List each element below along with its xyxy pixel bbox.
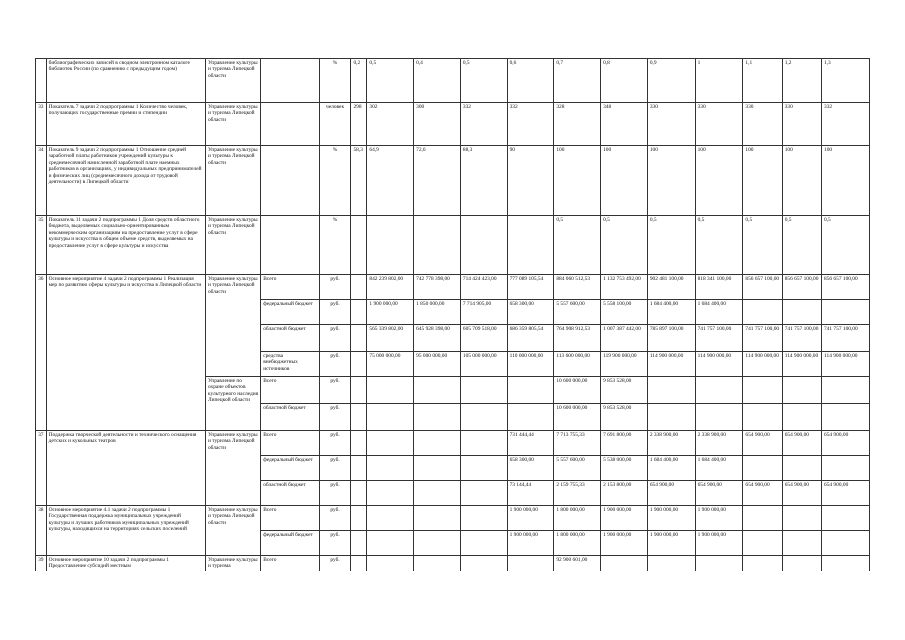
value-cell: 654 900,00 xyxy=(782,481,821,506)
value-cell xyxy=(367,431,414,456)
value-cell xyxy=(414,456,461,481)
value-cell xyxy=(695,377,743,404)
value-cell xyxy=(351,377,367,404)
row-unit: руб. xyxy=(319,556,351,572)
row-unit: руб. xyxy=(319,506,351,531)
value-cell: 605 709 518,00 xyxy=(460,325,507,352)
value-cell xyxy=(743,506,782,531)
value-cell xyxy=(507,216,554,275)
row-unit: руб. xyxy=(319,300,351,325)
value-cell: 1 684 400,00 xyxy=(647,300,695,325)
value-cell xyxy=(460,431,507,456)
value-cell: 0,8 xyxy=(601,59,648,103)
row-source: областной бюджет xyxy=(261,481,319,506)
value-cell xyxy=(743,404,782,431)
value-cell xyxy=(367,531,414,556)
row-unit: руб. xyxy=(319,325,351,352)
value-cell: 88,3 xyxy=(460,146,507,216)
value-cell xyxy=(414,431,461,456)
row-unit: руб. xyxy=(319,456,351,481)
value-cell: 884 060 512,53 xyxy=(554,275,601,300)
value-cell: 777 089 105,54 xyxy=(507,275,554,300)
value-cell: 0,9 xyxy=(647,59,695,103)
row-source: областной бюджет xyxy=(261,404,319,431)
value-cell xyxy=(782,556,821,572)
value-cell: 1 900 000,00 xyxy=(601,531,648,556)
row-number: 38 xyxy=(36,506,47,556)
value-cell xyxy=(782,404,821,431)
value-cell: 2 338 900,00 xyxy=(695,431,743,456)
value-cell: 7 713 755,33 xyxy=(554,431,601,456)
value-cell xyxy=(351,431,367,456)
value-cell: 9 853 528,00 xyxy=(601,377,648,404)
value-cell: 741 757 100,00 xyxy=(822,325,870,352)
value-cell: 658 300,00 xyxy=(507,456,554,481)
value-cell: 113 600 000,00 xyxy=(554,352,601,377)
row-number: 34 xyxy=(36,146,47,216)
value-cell: 645 928 398,00 xyxy=(414,325,461,352)
value-cell: 1 800 000,00 xyxy=(554,506,601,531)
value-cell xyxy=(414,531,461,556)
row-name: Основное мероприятие 4 задачи 2 подпрограммы 1 Реализация мер по развитию сферы культуры и искусства в Липецкой области xyxy=(46,275,205,431)
row-source xyxy=(261,216,319,275)
value-cell: 114 900 000,00 xyxy=(695,352,743,377)
value-cell: 1 900 000,00 xyxy=(507,531,554,556)
value-cell: 1 800 000,00 xyxy=(554,531,601,556)
value-cell: 1 xyxy=(695,59,743,103)
value-cell xyxy=(367,506,414,531)
value-cell: 731 444,44 xyxy=(507,431,554,456)
value-cell: 100 xyxy=(743,146,782,216)
row-executor: Управление культуры и туризма Липецкой области xyxy=(205,59,260,103)
value-cell: 1,3 xyxy=(822,59,870,103)
row-name: библиографических записей в сводном электронном каталоге библиотек России (по сравнению с предыдущим годом) xyxy=(46,59,205,103)
row-unit: руб. xyxy=(319,481,351,506)
value-cell: 0,4 xyxy=(414,59,461,103)
value-cell: 654 900,00 xyxy=(782,431,821,456)
row-unit: человек xyxy=(319,103,351,146)
value-cell xyxy=(822,377,870,404)
value-cell: 75 000 000,00 xyxy=(367,352,414,377)
row-source: Всего xyxy=(261,377,319,404)
value-cell: 95 000 000,00 xyxy=(414,352,461,377)
value-cell: 5 538 000,00 xyxy=(601,456,648,481)
value-cell: 300 xyxy=(414,103,461,146)
row-unit: % xyxy=(319,146,351,216)
value-cell: 856 657 100,00 xyxy=(822,275,870,300)
row-source: федеральный бюджет xyxy=(261,300,319,325)
value-cell xyxy=(507,404,554,431)
value-cell xyxy=(414,556,461,572)
value-cell xyxy=(414,216,461,275)
value-cell xyxy=(822,300,870,325)
value-cell: 100 xyxy=(601,146,648,216)
value-cell: 0,5 xyxy=(460,59,507,103)
row-executor: Управление культуры и туризма Липецкой области xyxy=(205,506,260,556)
value-cell: 2 338 900,00 xyxy=(647,431,695,456)
value-cell: 1,2 xyxy=(782,59,821,103)
value-cell: 0,5 xyxy=(695,216,743,275)
value-cell: 785 897 100,00 xyxy=(647,325,695,352)
value-cell: 0,5 xyxy=(647,216,695,275)
value-cell: 741 757 100,00 xyxy=(782,325,821,352)
row-source: Всего xyxy=(261,431,319,456)
value-cell xyxy=(822,531,870,556)
value-cell: 1 900 000,00 xyxy=(507,506,554,531)
value-cell: 2 153 800,00 xyxy=(601,481,648,506)
value-cell xyxy=(601,556,648,572)
value-cell xyxy=(822,506,870,531)
value-cell: 1 007 387 442,00 xyxy=(601,325,648,352)
row-unit: руб. xyxy=(319,404,351,431)
row-name: Показатель 7 задачи 2 подпрограммы 1 Количество человек, получающих государственные премии и стипендии xyxy=(46,103,205,146)
row-source: средства внебюджетных источников xyxy=(261,352,319,377)
value-cell xyxy=(822,556,870,572)
row-name: Основное мероприятие 10 задачи 2 подпрограммы 1 Предоставление субсидий местным xyxy=(46,556,205,572)
value-cell xyxy=(460,556,507,572)
value-cell xyxy=(507,556,554,572)
value-cell xyxy=(782,456,821,481)
value-cell: 332 xyxy=(822,103,870,146)
row-name: Поддержка творческой деятельности и технического оснащения детских и кукольных театров xyxy=(46,431,205,506)
value-cell: 654 900,00 xyxy=(822,481,870,506)
value-cell: 1 850 000,00 xyxy=(414,300,461,325)
row-source xyxy=(261,146,319,216)
value-cell xyxy=(414,377,461,404)
value-cell: 5 557 600,00 xyxy=(554,456,601,481)
value-cell xyxy=(351,556,367,572)
row-source: областной бюджет xyxy=(261,325,319,352)
row-number: 36 xyxy=(36,275,47,431)
value-cell: 119 900 000,00 xyxy=(601,352,648,377)
value-cell: 0,5 xyxy=(601,216,648,275)
value-cell xyxy=(367,404,414,431)
row-unit: руб. xyxy=(319,275,351,300)
value-cell: 114 900 000,00 xyxy=(822,352,870,377)
program-indicators-table xyxy=(35,58,870,571)
value-cell xyxy=(367,216,414,275)
row-name: Основное мероприятие 4.1 задачи 2 подпрограммы 1 Государственная поддержка муниципальных учреждений культуры и лучших работников муниципальных учреждений культуры, находящихся на территориях сельских поселений xyxy=(46,506,205,556)
value-cell xyxy=(460,506,507,531)
value-cell: 7 714 905,00 xyxy=(460,300,507,325)
value-cell xyxy=(351,325,367,352)
row-unit: руб. xyxy=(319,431,351,456)
row-unit: % xyxy=(319,59,351,103)
value-cell xyxy=(460,216,507,275)
table-row xyxy=(36,103,870,146)
value-cell: 9 853 528,00 xyxy=(601,404,648,431)
table-page xyxy=(35,58,870,571)
value-cell: 90 xyxy=(507,146,554,216)
table-row xyxy=(36,59,870,103)
row-source xyxy=(261,59,319,103)
row-executor: Управление культуры и туризма Липецкой области xyxy=(205,275,260,377)
value-cell xyxy=(782,377,821,404)
row-source: федеральный бюджет xyxy=(261,456,319,481)
value-cell: 114 900 000,00 xyxy=(782,352,821,377)
value-cell: 1 900 000,00 xyxy=(695,531,743,556)
value-cell: 0,5 xyxy=(367,59,414,103)
value-cell: 100 xyxy=(554,146,601,216)
row-number: 39 xyxy=(36,556,47,572)
value-cell xyxy=(351,300,367,325)
value-cell xyxy=(782,300,821,325)
value-cell: 0,5 xyxy=(554,216,601,275)
value-cell: 1 684 400,00 xyxy=(695,300,743,325)
row-executor: Управление культуры и туризма Липецкой области xyxy=(205,146,260,216)
value-cell: 0,7 xyxy=(554,59,601,103)
value-cell: 654 900,00 xyxy=(743,431,782,456)
value-cell xyxy=(367,481,414,506)
value-cell: 565 339 802,00 xyxy=(367,325,414,352)
value-cell: 742 778 398,00 xyxy=(414,275,461,300)
value-cell: 0,6 xyxy=(507,59,554,103)
value-cell: 856 657 100,00 xyxy=(743,275,782,300)
row-unit: руб. xyxy=(319,531,351,556)
table-row xyxy=(36,556,870,572)
row-number: 35 xyxy=(36,216,47,275)
table-row xyxy=(36,146,870,216)
value-cell: 856 657 100,00 xyxy=(782,275,821,300)
table-row xyxy=(36,216,870,275)
table-row xyxy=(36,431,870,456)
value-cell: 64,9 xyxy=(367,146,414,216)
value-cell: 1 900 000,00 xyxy=(695,506,743,531)
value-cell: 332 xyxy=(460,103,507,146)
value-cell: 100 xyxy=(647,146,695,216)
value-cell xyxy=(782,506,821,531)
value-cell: 5 557 600,00 xyxy=(554,300,601,325)
value-cell xyxy=(414,404,461,431)
value-cell xyxy=(367,377,414,404)
value-cell: 10 600 000,00 xyxy=(554,404,601,431)
value-cell: 73 144,44 xyxy=(507,481,554,506)
value-cell: 654 900,00 xyxy=(743,481,782,506)
value-cell: 100 xyxy=(822,146,870,216)
value-cell: 654 900,00 xyxy=(695,481,743,506)
value-cell xyxy=(647,377,695,404)
value-cell: 1 900 000,00 xyxy=(647,506,695,531)
value-cell xyxy=(351,404,367,431)
row-source xyxy=(261,103,319,146)
value-cell: 1 900 000,00 xyxy=(647,531,695,556)
value-cell xyxy=(460,456,507,481)
value-cell: 330 xyxy=(782,103,821,146)
row-unit: руб. xyxy=(319,352,351,377)
row-source: Всего xyxy=(261,556,319,572)
value-cell: 330 xyxy=(695,103,743,146)
value-cell: 1 684 400,00 xyxy=(695,456,743,481)
row-name: Показатель 9 задачи 2 подпрограммы 1 Отношение средней заработной платы работников учреждений культуры к среднемесячной начисленной заработной плате наемных работников в организациях, у индивидуальных предпринимателей и физических лиц (среднемесячного дохода от трудовой деятельности) в Липецкой области xyxy=(46,146,205,216)
value-cell: 741 757 100,00 xyxy=(743,325,782,352)
value-cell: 0,5 xyxy=(822,216,870,275)
value-cell: 302 xyxy=(367,103,414,146)
value-cell xyxy=(414,506,461,531)
value-cell: 7 691 800,00 xyxy=(601,431,648,456)
value-cell: 0,2 xyxy=(351,59,367,103)
value-cell: 2 159 755,33 xyxy=(554,481,601,506)
value-cell xyxy=(351,216,367,275)
value-cell xyxy=(351,481,367,506)
value-cell xyxy=(367,456,414,481)
value-cell: 842 239 802,00 xyxy=(367,275,414,300)
value-cell: 330 xyxy=(743,103,782,146)
row-number xyxy=(36,59,47,103)
value-cell: 654 900,00 xyxy=(822,431,870,456)
value-cell: 10 600 000,00 xyxy=(554,377,601,404)
value-cell xyxy=(351,275,367,300)
value-cell xyxy=(367,556,414,572)
row-unit: руб. xyxy=(319,377,351,404)
value-cell: 902 481 100,00 xyxy=(647,275,695,300)
value-cell: 741 757 100,00 xyxy=(695,325,743,352)
value-cell xyxy=(414,481,461,506)
value-cell: 72,6 xyxy=(414,146,461,216)
value-cell xyxy=(743,456,782,481)
value-cell xyxy=(351,456,367,481)
row-executor: Управление культуры и туризма Липецкой области xyxy=(205,216,260,275)
value-cell: 105 000 000,00 xyxy=(460,352,507,377)
value-cell: 686 359 805,54 xyxy=(507,325,554,352)
value-cell xyxy=(743,531,782,556)
value-cell: 100 xyxy=(782,146,821,216)
value-cell xyxy=(695,556,743,572)
row-executor: Управление по охране объектов культурного наследия Липецкой области xyxy=(205,377,260,431)
row-source: федеральный бюджет xyxy=(261,531,319,556)
value-cell: 348 xyxy=(601,103,648,146)
value-cell: 114 900 000,00 xyxy=(647,352,695,377)
table-row xyxy=(36,506,870,531)
row-executor: Управление культуры и туризма Липецкой области xyxy=(205,103,260,146)
value-cell: 818 341 100,00 xyxy=(695,275,743,300)
value-cell xyxy=(351,352,367,377)
value-cell: 714 424 423,00 xyxy=(460,275,507,300)
value-cell: 100 xyxy=(695,146,743,216)
value-cell: 1 900 000,00 xyxy=(367,300,414,325)
value-cell xyxy=(507,377,554,404)
value-cell xyxy=(460,377,507,404)
value-cell xyxy=(743,377,782,404)
table-row xyxy=(36,275,870,300)
value-cell: 1 684 400,00 xyxy=(647,456,695,481)
value-cell: 58,3 xyxy=(351,146,367,216)
value-cell xyxy=(460,531,507,556)
row-source: Всего xyxy=(261,506,319,531)
value-cell: 1 132 753 492,00 xyxy=(601,275,648,300)
value-cell xyxy=(822,456,870,481)
row-number: 37 xyxy=(36,431,47,506)
value-cell: 298 xyxy=(351,103,367,146)
value-cell: 114 900 000,00 xyxy=(743,352,782,377)
value-cell xyxy=(460,404,507,431)
row-name: Показатель 11 задачи 2 подпрограммы 1 Доля средств областного бюджета, выделяемых социально-ориентированным некоммерческим организациям на предоставление услуг в сфере культуры и искусства в общем объеме средств, выделяемых на предоставление услуг в сфере культуры и искусства xyxy=(46,216,205,275)
value-cell: 5 558 100,00 xyxy=(601,300,648,325)
value-cell: 0,5 xyxy=(743,216,782,275)
value-cell xyxy=(695,404,743,431)
value-cell: 328 xyxy=(554,103,601,146)
value-cell xyxy=(647,556,695,572)
value-cell xyxy=(460,481,507,506)
value-cell: 658 300,00 xyxy=(507,300,554,325)
value-cell xyxy=(647,404,695,431)
row-executor: Управление культуры и туризма xyxy=(205,556,260,572)
value-cell xyxy=(743,556,782,572)
value-cell xyxy=(351,506,367,531)
row-unit: % xyxy=(319,216,351,275)
value-cell xyxy=(351,531,367,556)
value-cell: 764 908 912,53 xyxy=(554,325,601,352)
value-cell xyxy=(822,404,870,431)
row-executor: Управление культуры и туризма Липецкой области xyxy=(205,431,260,506)
value-cell: 332 xyxy=(507,103,554,146)
value-cell: 654 900,00 xyxy=(647,481,695,506)
row-number: 33 xyxy=(36,103,47,146)
value-cell xyxy=(743,300,782,325)
value-cell xyxy=(782,531,821,556)
value-cell: 330 xyxy=(647,103,695,146)
row-source: Всего xyxy=(261,275,319,300)
value-cell: 110 000 000,00 xyxy=(507,352,554,377)
value-cell: 0,5 xyxy=(782,216,821,275)
value-cell: 92 900 601,00 xyxy=(554,556,601,572)
value-cell: 1,1 xyxy=(743,59,782,103)
value-cell: 1 900 000,00 xyxy=(601,506,648,531)
